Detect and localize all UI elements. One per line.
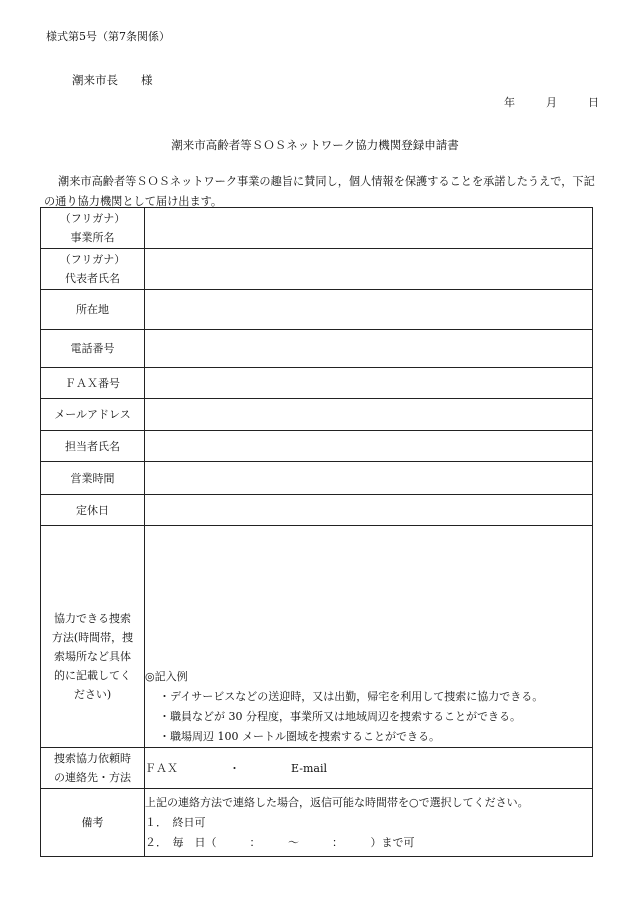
addressee: 潮来市長 様 xyxy=(72,73,153,87)
business-name-label xyxy=(41,208,145,249)
fax-field[interactable] xyxy=(145,368,593,399)
notes-label: 備考 xyxy=(41,789,145,857)
date-year: 年 xyxy=(504,96,515,109)
search-method-label-line: ださい) xyxy=(73,688,112,701)
business-hours-field[interactable] xyxy=(145,462,593,495)
search-method-label-line: 方法(時間帯，捜 xyxy=(51,631,134,644)
contact-fax-option[interactable]: ＦＡＸ xyxy=(145,762,178,775)
row-contact-method xyxy=(41,748,593,789)
row-representative xyxy=(41,249,593,290)
contact-separator: ・ xyxy=(229,762,240,775)
business-hours-label: 営業時間 xyxy=(41,462,145,495)
business-name-field[interactable] xyxy=(145,208,593,249)
contact-method-label-line: の連絡先・方法 xyxy=(54,771,131,784)
holiday-field[interactable] xyxy=(145,495,593,526)
row-notes xyxy=(41,789,593,857)
intro-paragraph xyxy=(44,172,599,212)
notes-field xyxy=(145,789,593,857)
example-item: ・職場周辺 100 メートル圏域を捜索することができる。 xyxy=(159,730,440,743)
contact-method-field[interactable] xyxy=(145,748,593,789)
contact-method-label-line: 捜索協力依頼時 xyxy=(54,752,131,765)
contact-email-option[interactable]: E-mail xyxy=(291,762,327,775)
phone-label: 電話番号 xyxy=(41,330,145,368)
row-business-name xyxy=(41,208,593,249)
email-field[interactable] xyxy=(145,399,593,431)
notes-option-daily-hours[interactable]: ２． 毎 日（ ： ～ ： ）まで可 xyxy=(145,835,415,849)
form-number: 様式第5号（第7条関係） xyxy=(46,30,170,43)
row-contact-person xyxy=(41,431,593,462)
example-item: ・職員などが 30 分程度，事業所又は地域周辺を捜索することができる。 xyxy=(159,710,521,723)
search-method-label-line: 協力できる捜索 xyxy=(54,612,131,625)
row-business-hours xyxy=(41,462,593,495)
date-day: 日 xyxy=(588,96,599,109)
contact-person-field[interactable] xyxy=(145,431,593,462)
representative-furigana: （フリガナ） xyxy=(59,253,126,266)
example-item: ・デイサービスなどの送迎時，又は出勤，帰宅を利用して捜索に協力できる。 xyxy=(159,690,544,703)
date-line xyxy=(504,94,599,110)
representative-label xyxy=(41,249,145,290)
example-heading: ◎記入例 xyxy=(145,670,188,683)
holiday-label: 定休日 xyxy=(41,495,145,526)
representative-field[interactable] xyxy=(145,249,593,290)
date-month: 月 xyxy=(546,96,557,109)
address-label: 所在地 xyxy=(41,290,145,330)
row-phone xyxy=(41,330,593,368)
contact-person-label: 担当者氏名 xyxy=(41,431,145,462)
fax-label: ＦＡＸ番号 xyxy=(41,368,145,399)
search-method-label-line: 的に記載してく xyxy=(54,669,131,682)
representative-text: 代表者氏名 xyxy=(65,272,120,285)
search-method-label-line: 索場所など具体 xyxy=(54,650,131,663)
contact-method-label xyxy=(41,748,145,789)
search-method-label xyxy=(41,526,145,748)
row-fax xyxy=(41,368,593,399)
email-label: メールアドレス xyxy=(41,399,145,431)
row-email xyxy=(41,399,593,431)
row-holiday xyxy=(41,495,593,526)
address-field[interactable] xyxy=(145,290,593,330)
row-search-method xyxy=(41,526,593,748)
registration-form-table xyxy=(40,207,593,857)
document-title: 潮来市高齢者等ＳＯＳネットワーク協力機関登録申請書 xyxy=(171,138,459,152)
search-method-field[interactable] xyxy=(145,526,593,748)
business-name-furigana: （フリガナ） xyxy=(59,212,126,225)
intro-text: 潮来市高齢者等ＳＯＳネットワーク事業の趣旨に賛同し，個人情報を保護することを承諾したうえで，下記の通り協力機関として届け出ます。 xyxy=(44,175,595,208)
phone-field[interactable] xyxy=(145,330,593,368)
business-name-text: 事業所名 xyxy=(70,231,115,244)
row-address xyxy=(41,290,593,330)
notes-instruction: 上記の連絡方法で連絡した場合，返信可能な時間帯を○で選択してください。 xyxy=(145,795,529,809)
notes-option-all-day[interactable]: １． 終日可 xyxy=(145,815,206,829)
